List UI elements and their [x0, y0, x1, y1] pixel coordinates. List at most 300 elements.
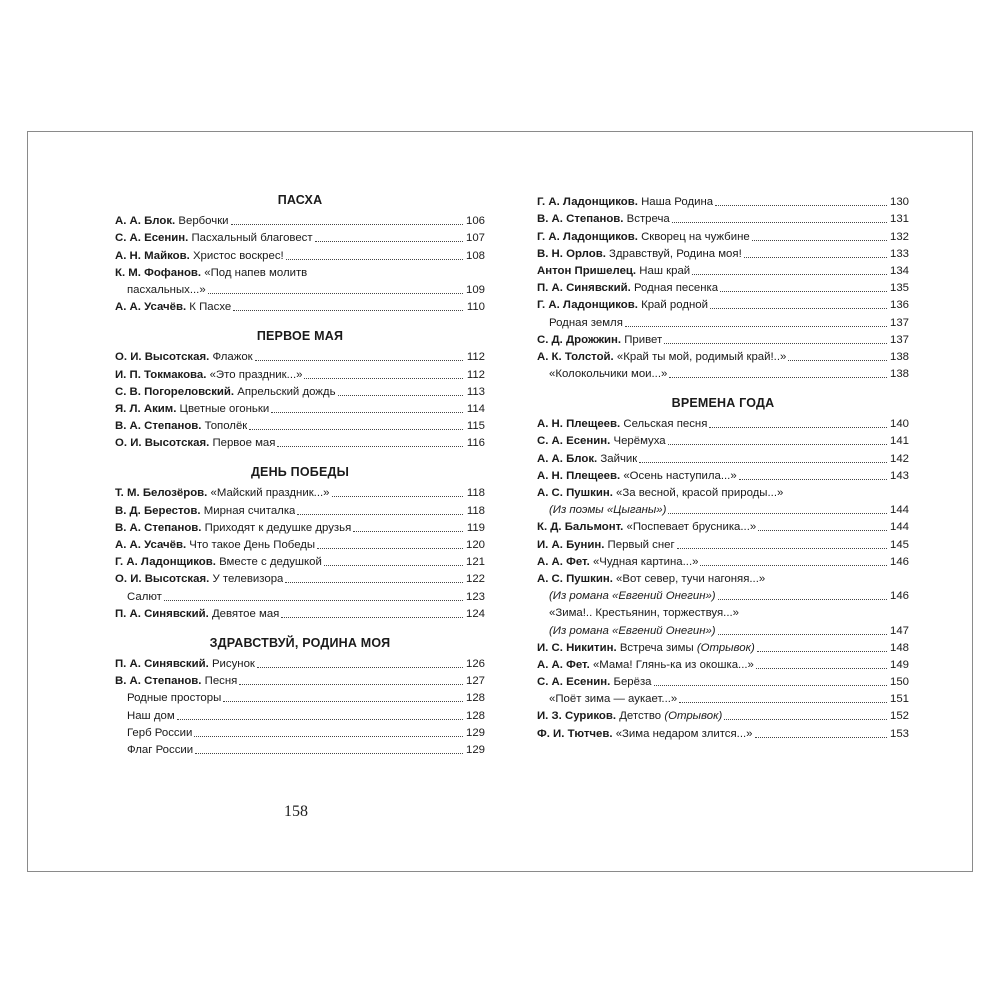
dot-leader [317, 548, 463, 549]
toc-entry [115, 246, 485, 263]
entry-title: Берёза [613, 676, 652, 689]
dot-leader [700, 565, 887, 566]
entry-page-number: 132 [889, 230, 909, 243]
entry-title: (Из поэмы «Цыганы») [549, 504, 667, 517]
entry-title: «Это праздник...» [209, 368, 303, 381]
entry-title: Встреча [626, 213, 670, 226]
toc-entry [537, 279, 909, 296]
entry-title: пасхальных...» [127, 283, 206, 296]
entry-page-number: 145 [889, 538, 909, 551]
entry-author: Г. А. Ладонщиков. [537, 230, 638, 243]
dot-leader [277, 446, 463, 447]
entry-title: К Пасхе [189, 301, 232, 314]
entry-text [537, 194, 713, 210]
entry-title: Наш край [639, 264, 691, 277]
entry-title: Зайчик [600, 452, 638, 465]
dot-leader [257, 667, 463, 668]
entry-text [537, 674, 652, 690]
dot-leader [709, 427, 887, 428]
entry-page-number: 110 [466, 301, 485, 314]
dot-leader [692, 274, 887, 275]
toc-entry [115, 298, 485, 315]
entry-title: Вместе с дедушкой [219, 556, 322, 569]
toc-entry [115, 655, 485, 672]
entry-title: Тополёк [204, 420, 248, 433]
entry-page-number: 109 [465, 283, 485, 296]
entry-author: О. И. Высотская. [115, 573, 210, 586]
dot-leader [255, 360, 463, 361]
entry-page-number: 122 [465, 573, 485, 586]
toc-entry [537, 348, 909, 365]
toc-entry [537, 331, 909, 348]
entry-page-number: 121 [465, 556, 485, 569]
entry-page-number: 138 [889, 350, 909, 363]
entry-author: А. А. Фет. [537, 658, 590, 671]
toc-entry [537, 467, 909, 484]
dot-leader [194, 736, 463, 737]
entry-text [537, 229, 750, 245]
entry-author: В. Н. Орлов. [537, 247, 606, 260]
toc-entry [537, 673, 909, 690]
entry-author: С. А. Есенин. [115, 232, 189, 245]
entry-page-number: 143 [889, 469, 909, 482]
dot-leader [281, 617, 463, 618]
entry-text [537, 571, 765, 587]
dot-leader [668, 513, 887, 514]
entry-text [115, 673, 237, 689]
entry-page-number: 119 [466, 521, 485, 534]
entry-author: И. З. Суриков. [537, 710, 617, 723]
entry-title: Родная земля [549, 316, 623, 329]
entry-text [115, 571, 283, 587]
entry-author: О. И. Высотская. [115, 351, 210, 364]
entry-page-number: 142 [889, 452, 909, 465]
entry-note: (Отрывок) [696, 641, 755, 654]
entry-page-number: 141 [889, 435, 909, 448]
dot-leader [677, 548, 887, 549]
dot-leader [668, 444, 887, 445]
entry-page-number: 137 [889, 316, 909, 329]
entry-author: А. А. Усачёв. [115, 539, 187, 551]
toc-entry [115, 536, 485, 553]
toc-left-column [115, 190, 485, 758]
toc-entry [537, 501, 909, 518]
entry-page-number: 126 [465, 657, 485, 670]
entry-text [537, 263, 690, 279]
entry-title: Мирная считалка [203, 504, 296, 517]
entry-author: П. А. Синявский. [115, 657, 209, 670]
entry-title: «Поёт зима — аукает...» [549, 693, 678, 706]
entry-title: Герб России [127, 726, 193, 739]
entry-page-number: 123 [465, 590, 485, 603]
entry-author: А. А. Блок. [537, 452, 598, 465]
toc-entry [115, 672, 485, 689]
entry-text [115, 708, 175, 724]
entry-author: Антон Пришелец. [537, 264, 637, 277]
dot-leader [757, 651, 887, 652]
entry-text [537, 349, 786, 365]
entry-author: И. С. Никитин. [537, 641, 617, 654]
entry-title: Привет [624, 333, 663, 346]
entry-page-number: 118 [466, 487, 485, 500]
toc-entry [115, 724, 485, 741]
entry-author: А. А. Фет. [537, 555, 590, 568]
entry-title: Черёмуха [613, 435, 666, 448]
entry-text [115, 589, 162, 605]
entry-text [537, 485, 783, 501]
entry-note: (Отрывок) [664, 710, 723, 723]
entry-text [115, 435, 275, 451]
toc-entry [115, 605, 485, 622]
entry-page-number: 153 [889, 727, 909, 740]
dot-leader [297, 514, 463, 515]
entry-author: В. А. Степанов. [537, 213, 624, 226]
toc-entry [115, 400, 485, 417]
entry-text [115, 418, 247, 434]
dot-leader [654, 685, 887, 686]
entry-page-number: 134 [889, 264, 909, 277]
entry-page-number: 144 [889, 521, 909, 534]
toc-entry [537, 621, 909, 638]
entry-text [537, 315, 623, 331]
toc-entry [537, 707, 909, 724]
toc-entry [537, 639, 909, 656]
dot-leader [788, 360, 887, 361]
entry-author: Г. А. Ладонщиков. [537, 299, 638, 312]
toc-entry [537, 210, 909, 227]
entry-text [537, 451, 637, 467]
entry-page-number: 113 [466, 385, 485, 398]
dot-leader [739, 479, 887, 480]
entry-author: В. А. Степанов. [115, 420, 202, 433]
entry-title: «Под напев молитв [204, 266, 308, 279]
entry-author: С. А. Есенин. [537, 435, 611, 448]
dot-leader [164, 600, 463, 601]
entry-page-number: 128 [465, 709, 485, 722]
entry-title: «Зима недаром злится...» [615, 727, 753, 740]
entry-author: Т. М. Белозёров. [115, 487, 208, 500]
toc-entry [115, 501, 485, 518]
entry-text [537, 708, 722, 724]
entry-title: Первый снег [607, 538, 675, 551]
dot-leader [249, 429, 463, 430]
entry-text [115, 725, 192, 741]
entry-page-number: 128 [465, 692, 485, 705]
dot-leader [177, 719, 463, 720]
entry-title: Наш дом [127, 709, 175, 722]
entry-text [537, 640, 755, 656]
entry-title: Родная песенка [633, 282, 719, 295]
entry-title: «Зима!.. Крестьянин, торжествуя...» [549, 607, 739, 620]
toc-entry [537, 313, 909, 330]
dot-leader [286, 259, 463, 260]
dot-leader [353, 531, 463, 532]
entry-title: «За весной, красой природы...» [616, 487, 784, 499]
dot-leader [718, 599, 887, 600]
entry-text [115, 520, 351, 536]
dot-leader [669, 377, 887, 378]
entry-page-number: 149 [889, 658, 909, 671]
dot-leader [324, 565, 463, 566]
entry-author: Г. А. Ладонщиков. [115, 556, 216, 569]
entry-title: Флаг России [127, 743, 194, 756]
entry-title: Первое мая [212, 437, 276, 450]
dot-leader [752, 240, 887, 241]
entry-title: Рисунок [211, 657, 255, 670]
toc-entry [115, 434, 485, 451]
entry-page-number: 146 [889, 555, 909, 568]
section-title: ДЕНЬ ПОБЕДЫ [250, 465, 350, 480]
toc-entry [537, 656, 909, 673]
entry-text [115, 213, 229, 229]
dot-leader [755, 737, 887, 738]
toc-entry [115, 689, 485, 706]
dot-leader [285, 582, 463, 583]
entry-text [537, 280, 718, 296]
entry-text [537, 726, 753, 742]
toc-entry [537, 365, 909, 382]
entry-title: Здравствуй, Родина моя! [609, 247, 742, 260]
entry-text [537, 297, 708, 313]
entry-author: К. Д. Бальмонт. [537, 521, 624, 534]
entry-author: Ф. И. Тютчев. [537, 727, 613, 740]
entry-title: Детство [619, 710, 662, 723]
toc-entry [115, 553, 485, 570]
entry-page-number: 147 [889, 624, 909, 637]
toc-entry [115, 587, 485, 604]
toc-entry [537, 227, 909, 244]
entry-page-number: 152 [889, 710, 909, 723]
toc-entry [115, 264, 485, 281]
entry-page-number: 108 [465, 249, 485, 262]
book-page [27, 131, 973, 872]
dot-leader [758, 530, 887, 531]
section-title: ПАСХА [277, 193, 323, 207]
toc-entry [115, 212, 485, 229]
entry-title: Пасхальный благовест [191, 232, 313, 245]
entry-text [115, 690, 221, 706]
entry-title: У телевизора [212, 573, 284, 586]
toc-entry [537, 415, 909, 432]
dot-leader [208, 293, 463, 294]
toc-entry [115, 570, 485, 587]
entry-author: О. И. Высотская. [115, 437, 210, 450]
entry-title: Христос воскрес! [192, 249, 284, 262]
entry-text [115, 606, 279, 622]
entry-text [115, 299, 231, 315]
dot-leader [625, 326, 887, 327]
toc-entry [537, 724, 909, 741]
entry-text [115, 503, 295, 519]
entry-page-number: 124 [465, 607, 485, 620]
toc-entry [537, 535, 909, 552]
dot-leader [304, 378, 463, 379]
entry-title: (Из романа «Евгений Онегин») [549, 624, 716, 637]
dot-leader [271, 412, 463, 413]
entry-text [537, 246, 742, 262]
toc-entry [115, 706, 485, 723]
entry-author: И. А. Бунин. [537, 538, 605, 551]
entry-text [115, 656, 255, 672]
entry-text [115, 554, 322, 570]
toc-entry [537, 570, 909, 587]
entry-page-number: 112 [466, 351, 485, 364]
entry-text [537, 433, 666, 449]
toc-entry [115, 348, 485, 365]
entry-title: Сельская песня [623, 418, 708, 431]
entry-author: Г. А. Ладонщиков. [537, 196, 638, 209]
toc-entry [115, 741, 485, 758]
entry-title: (Из романа «Евгений Онегин») [549, 590, 716, 603]
toc-entry [537, 193, 909, 210]
entry-title: Наша Родина [641, 196, 714, 209]
toc-entry [537, 587, 909, 604]
section-title: ПЕРВОЕ МАЯ [256, 329, 344, 344]
entry-title: Флажок [212, 351, 253, 364]
entry-title: «Мама! Глянь-ка из окошка...» [592, 658, 754, 671]
toc-entry [537, 690, 909, 707]
entry-text [537, 468, 737, 484]
entry-title: Что такое День Победы [189, 539, 316, 551]
toc-entry [115, 365, 485, 382]
section-title: ЗДРАВСТВУЙ, РОДИНА МОЯ [209, 635, 391, 650]
toc-right-column [537, 193, 909, 742]
entry-author: А. А. Усачёв. [115, 301, 187, 314]
entry-text [115, 401, 269, 417]
entry-page-number: 112 [466, 368, 485, 381]
entry-title: Девятое мая [211, 607, 280, 620]
entry-page-number: 114 [466, 402, 485, 415]
entry-page-number: 130 [889, 196, 909, 209]
entry-author: И. П. Токмакова. [115, 368, 207, 381]
entry-page-number: 137 [889, 333, 909, 346]
entry-page-number: 144 [889, 504, 909, 517]
entry-title: «Майский праздник...» [210, 487, 330, 500]
entry-text [537, 554, 698, 570]
dot-leader [720, 291, 887, 292]
entry-author: К. М. Фофанов. [115, 266, 202, 279]
entry-text [537, 366, 667, 382]
toc-entry [115, 229, 485, 246]
entry-text [115, 384, 336, 400]
entry-page-number: 118 [466, 504, 485, 517]
entry-text [115, 485, 330, 501]
entry-text [537, 605, 739, 621]
entry-page-number: 136 [889, 299, 909, 312]
entry-author: С. А. Есенин. [537, 676, 611, 689]
toc-entry [537, 604, 909, 621]
dot-leader [724, 719, 887, 720]
entry-author: П. А. Синявский. [115, 607, 209, 620]
entry-title: «Поспевает брусника...» [626, 521, 757, 534]
entry-text [115, 742, 193, 758]
entry-title: Встреча зимы [619, 641, 694, 654]
toc-entry [537, 296, 909, 313]
dot-leader [315, 241, 463, 242]
entry-author: А. А. Блок. [115, 215, 176, 228]
entry-text [537, 332, 662, 348]
entry-author: С. Д. Дрожжин. [537, 333, 622, 346]
entry-text [537, 623, 716, 639]
entry-page-number: 151 [889, 693, 909, 706]
dot-leader [672, 222, 887, 223]
entry-title: «Вот север, тучи нагоняя...» [616, 572, 766, 585]
toc-entry [537, 484, 909, 501]
entry-text [115, 537, 315, 553]
entry-title: Песня [204, 675, 238, 688]
entry-page-number: 146 [889, 590, 909, 603]
entry-text [115, 349, 253, 365]
entry-page-number: 107 [465, 232, 485, 245]
entry-title: «Колокольчики мои...» [549, 368, 668, 381]
entry-text [537, 519, 756, 535]
dot-leader [744, 257, 887, 258]
entry-page-number: 135 [889, 282, 909, 295]
toc-entry [537, 518, 909, 535]
toc-entry [537, 553, 909, 570]
entry-page-number: 140 [889, 418, 909, 431]
entry-text [115, 248, 284, 264]
entry-page-number: 138 [889, 368, 909, 381]
entry-text [115, 230, 313, 246]
entry-text [115, 282, 206, 298]
entry-text [537, 211, 670, 227]
entry-text [115, 265, 307, 281]
entry-text [115, 367, 302, 383]
entry-author: В. А. Степанов. [115, 675, 202, 688]
entry-author: А. Н. Майков. [115, 249, 190, 262]
entry-text [537, 502, 666, 518]
dot-leader [332, 496, 463, 497]
entry-text [537, 657, 754, 673]
entry-title: Скворец на чужбине [641, 230, 750, 243]
toc-entry [537, 449, 909, 466]
dot-leader [664, 343, 887, 344]
entry-text [537, 691, 677, 707]
entry-text [537, 537, 675, 553]
entry-author: А. К. Толстой. [537, 350, 614, 363]
dot-leader [233, 310, 463, 311]
toc-entry [115, 281, 485, 298]
page-number: 158 [284, 803, 308, 820]
entry-page-number: 133 [889, 247, 909, 260]
entry-page-number: 116 [466, 437, 485, 450]
entry-title: Край родной [641, 299, 708, 312]
entry-text [537, 588, 716, 604]
entry-title: Апрельский дождь [237, 385, 336, 398]
entry-author: Я. Л. Аким. [115, 402, 177, 415]
entry-page-number: 129 [465, 743, 485, 756]
dot-leader [223, 701, 463, 702]
entry-author: А. С. Пушкин. [537, 572, 613, 585]
dot-leader [710, 308, 887, 309]
dot-leader [239, 684, 463, 685]
entry-author: А. Н. Плещеев. [537, 469, 621, 482]
entry-title: Приходят к дедушке друзья [204, 521, 352, 534]
entry-title: Цветные огоньки [179, 402, 270, 415]
entry-title: «Край ты мой, родимый край!..» [616, 350, 787, 363]
dot-leader [715, 205, 887, 206]
dot-leader [718, 634, 887, 635]
entry-page-number: 148 [889, 641, 909, 654]
entry-author: П. А. Синявский. [537, 282, 631, 295]
dot-leader [338, 395, 463, 396]
toc-entry [115, 383, 485, 400]
dot-leader [231, 224, 463, 225]
entry-page-number: 120 [465, 539, 485, 551]
toc-entry [537, 432, 909, 449]
toc-entry [537, 245, 909, 262]
